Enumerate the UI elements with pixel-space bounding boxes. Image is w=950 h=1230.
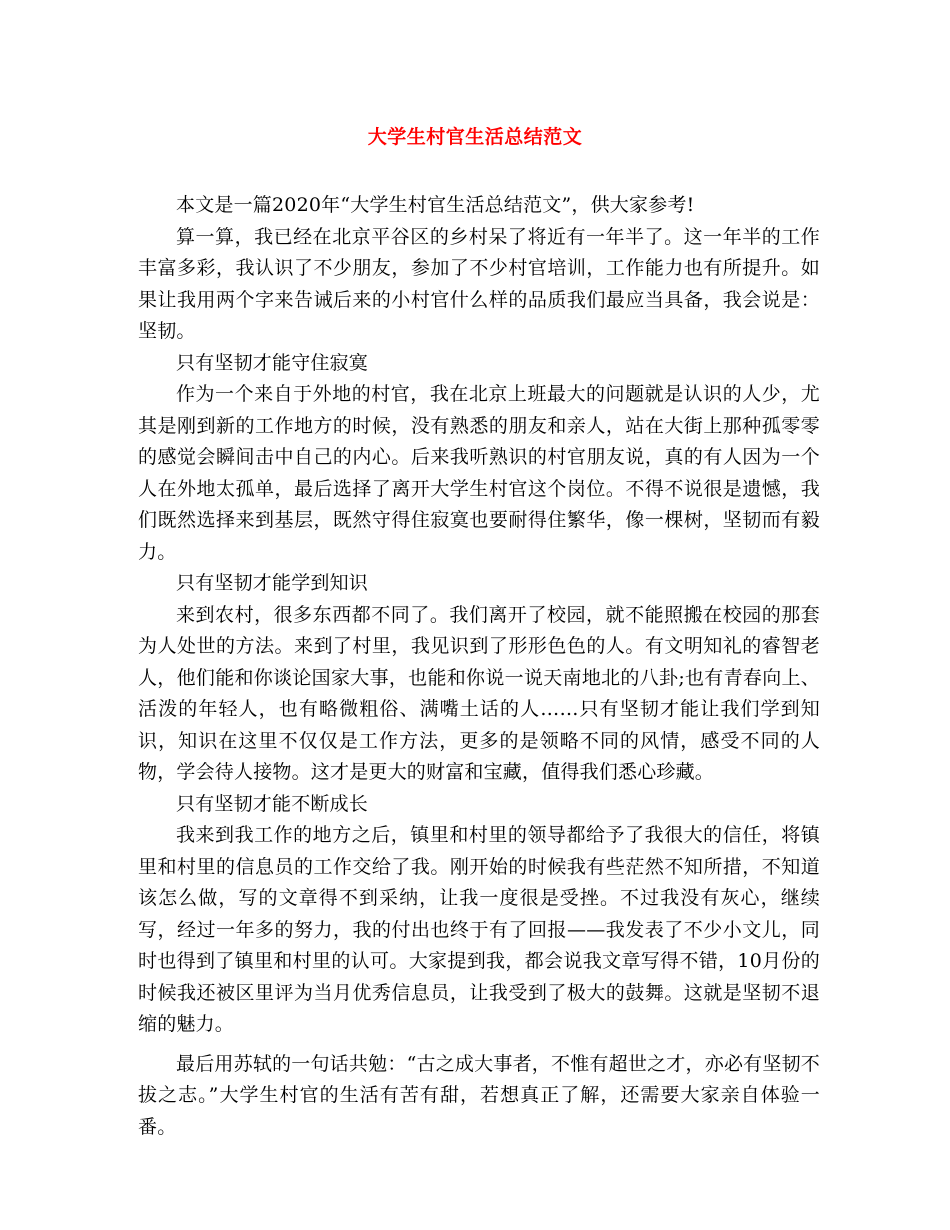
section-heading-growth: 只有坚韧才能不断成长 <box>176 792 369 815</box>
section-heading-solitude: 只有坚韧才能守住寂寞 <box>176 351 369 374</box>
closing-paragraph: 最后用苏轼的一句话共勉：“古之成大事者，不惟有超世之才，亦必有坚韧不拔之志。”大学生村官的生活有苦有甜，若想真正了解，还需要大家亲自体验一番。 <box>138 1052 820 1138</box>
knowledge-paragraph: 来到农村，很多东西都不同了。我们离开了校园，就不能照搬在校园的那套为人处世的方法。来到了村里，我见识到了形形色色的人。有文明知礼的睿智老人，他们能和你谈论国家大事，也能和你说一说天南地北的八卦;也有青春向上、活泼的年轻人，也有略微粗俗、满嘴土话的人……只有坚韧才能让我们学到知识，知识在这里不仅仅是工作方法，更多的是领略不同的风情，感受不同的人物，学会待人接物。这才是更大的财富和宝藏，值得我们悉心珍藏。 <box>138 603 820 783</box>
intro-paragraph: 本文是一篇2020年“大学生村官生活总结范文”，供大家参考! <box>176 194 695 216</box>
document-body <box>138 190 820 1143</box>
section-heading-knowledge: 只有坚韧才能学到知识 <box>176 572 369 594</box>
document-title: 大学生村官生活总结范文 <box>367 126 583 148</box>
growth-paragraph: 我来到我工作的地方之后，镇里和村里的领导都给予了我很大的信任，将镇里和村里的信息员的工作交给了我。刚开始的时候我有些茫然不知所措，不知道该怎么做，写的文章得不到采纳，让我一度很是受挫。不过我没有灰心，继续写，经过一年多的努力，我的付出也终于有了回报——我发表了不少小文儿，同时也得到了镇里和村里的认可。大家提到我，都会说我文章写得不错，10月份的时候我还被区里评为当月优秀信息员，让我受到了极大的鼓舞。这就是坚韧不退缩的魅力。 <box>138 824 820 1035</box>
solitude-paragraph: 作为一个来自于外地的村官，我在北京上班最大的问题就是认识的人少，尤其是刚到新的工作地方的时候，没有熟悉的朋友和亲人，站在大街上那种孤零零的感觉会瞬间击中自己的内心。后来我听熟识的村官朋友说，真的有人因为一个人在外地太孤单，最后选择了离开大学生村官这个岗位。不得不说很是遗憾，我们既然选择来到基层，既然守得住寂寞也要耐得住繁华，像一棵树，坚韧而有毅力。 <box>138 383 820 563</box>
opening-paragraph: 算一算，我已经在北京平谷区的乡村呆了将近有一年半了。这一年半的工作丰富多彩，我认识了不少朋友，参加了不少村官培训，工作能力也有所提升。如果让我用两个字来告诫后来的小村官什么样的品质我们最应当具备，我会说是：坚韧。 <box>138 225 820 342</box>
